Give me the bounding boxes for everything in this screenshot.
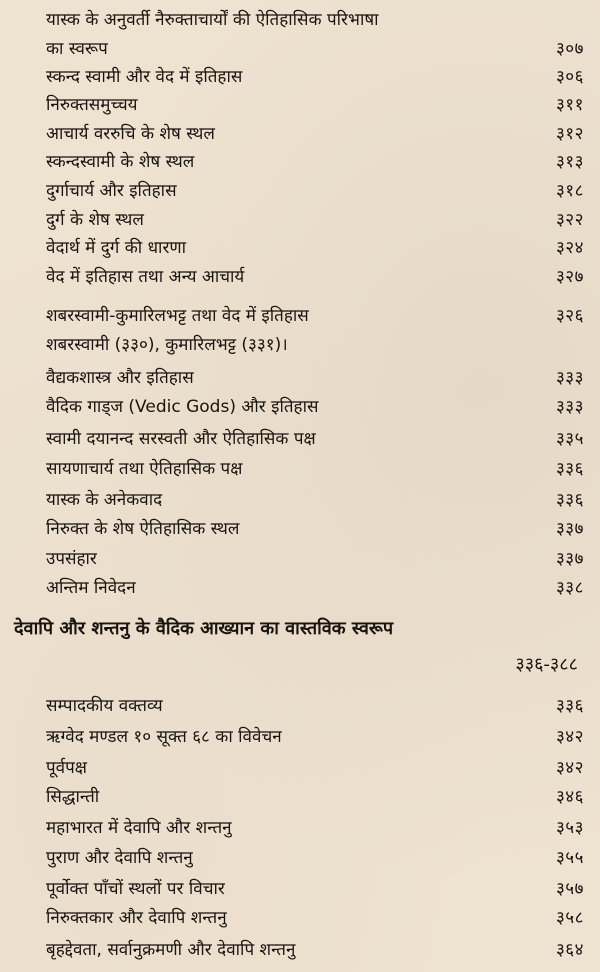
toc-entry-page: ३६४ <box>555 940 584 960</box>
toc-entry-page: ३४२ <box>555 758 584 778</box>
toc-entry-page: ३५३ <box>555 818 584 838</box>
toc-entry <box>0 364 600 392</box>
toc-entry-title: ऋग्वेद मण्डल १० सूक्त ६८ का विवेचन <box>46 727 282 747</box>
toc-entry-page: ३०६ <box>555 67 584 87</box>
toc-entry <box>0 331 600 359</box>
toc-entry <box>0 754 600 782</box>
toc-entry <box>0 6 600 34</box>
toc-entry-page: ३०७ <box>555 39 584 59</box>
toc-entry <box>0 148 600 176</box>
toc-entry <box>0 455 600 483</box>
toc-entry-page: ३३३ <box>555 397 584 417</box>
toc-entry-page: ३२४ <box>555 238 584 258</box>
toc-entry-page: ३५८ <box>555 908 584 928</box>
toc-entry-page: ३११ <box>555 95 584 115</box>
toc-entry <box>0 91 600 119</box>
toc-entry-page: ३३६ <box>555 696 584 716</box>
toc-entry-title: वेद में इतिहास तथा अन्य आचार्य <box>46 267 245 287</box>
section-page-range: ३३६-३८८ <box>515 654 578 675</box>
toc-entry-title: स्कन्दस्वामी के शेष स्थल <box>46 152 195 172</box>
toc-entry-title: सम्पादकीय वक्तव्य <box>46 696 163 716</box>
toc-entry-page: ३२२ <box>555 210 584 230</box>
toc-entry-title: यास्क के अनेकवाद <box>46 490 163 510</box>
toc-entry <box>0 425 600 453</box>
toc-entry-title: यास्क के अनुवर्ती नैरुक्ताचार्यों की ऐतिहासिक परिभाषा <box>46 10 379 30</box>
toc-entry-title: सिद्धान्ती <box>46 787 100 807</box>
toc-entry <box>0 234 600 262</box>
toc-entry-page: ३३५ <box>555 429 584 449</box>
toc-entry-title: दुर्ग के शेष स्थल <box>46 210 144 230</box>
toc-entry-page: ३१८ <box>555 181 584 201</box>
toc-entry-page: ३५५ <box>555 848 584 868</box>
toc-entry <box>0 875 600 903</box>
toc-entry-title: अन्तिम निवेदन <box>46 578 136 598</box>
toc-entry-title: स्वामी दयानन्द सरस्वती और ऐतिहासिक पक्ष <box>46 429 316 449</box>
toc-entry-page: ३३६ <box>555 490 584 510</box>
toc-entry-title: सायणाचार्य तथा ऐतिहासिक पक्ष <box>46 459 243 479</box>
toc-entry-title: निरुक्तसमुच्चय <box>46 95 138 115</box>
toc-entry <box>0 904 600 932</box>
toc-entry-page: ३२७ <box>555 267 584 287</box>
toc-entry-page: ३३६ <box>555 459 584 479</box>
toc-entry <box>0 302 600 330</box>
toc-entry <box>0 177 600 205</box>
toc-entry-title: आचार्य वररुचि के शेष स्थल <box>46 124 215 144</box>
toc-entry <box>0 486 600 514</box>
toc-entry <box>0 574 600 602</box>
toc-entry <box>0 206 600 234</box>
toc-entry-title: का स्वरूप <box>46 39 108 59</box>
toc-entry <box>0 63 600 91</box>
toc-entry-title: शबरस्वामी-कुमारिलभट्ट तथा वेद में इतिहास <box>46 306 309 326</box>
toc-entry-page: ३२६ <box>555 306 584 326</box>
toc-entry <box>0 35 600 63</box>
toc-entry-page: ३४२ <box>555 727 584 747</box>
toc-entry-title: महाभारत में देवापि और शन्तनु <box>46 818 232 838</box>
toc-entry <box>0 936 600 964</box>
toc-entry-title: वेदार्थ में दुर्ग की धारणा <box>46 238 187 258</box>
toc-entry-page: ३३७ <box>555 549 584 569</box>
toc-entry-page: ३१२ <box>555 124 584 144</box>
toc-entry-page: ३१३ <box>555 152 584 172</box>
toc-entry-title: उपसंहार <box>46 549 97 569</box>
section-heading: देवापि और शन्तनु के वैदिक आख्यान का वास्तविक स्वरूप <box>14 618 394 639</box>
toc-entry <box>0 692 600 720</box>
toc-entry <box>0 723 600 751</box>
toc-entry-page: ३३३ <box>555 368 584 388</box>
toc-entry-title: निरुक्त के शेष ऐतिहासिक स्थल <box>46 519 240 539</box>
toc-entry-title: निरुक्तकार और देवापि शन्तनु <box>46 908 227 928</box>
toc-entry <box>0 814 600 842</box>
toc-entry-title: पुराण और देवापि शन्तनु <box>46 848 193 868</box>
toc-entry-title: शबरस्वामी (३३०), कुमारिलभट्ट (३३१)। <box>46 335 288 355</box>
toc-entry-title: वैदिक गाड्ज (Vedic Gods) और इतिहास <box>46 397 319 417</box>
toc-entry <box>0 263 600 291</box>
toc-entry-page: ३३७ <box>555 519 584 539</box>
toc-entry <box>0 515 600 543</box>
toc-entry <box>0 844 600 872</box>
toc-entry <box>0 393 600 421</box>
toc-entry-title: पूर्वोक्त पाँचों स्थलों पर विचार <box>46 879 225 899</box>
toc-entry-page: ३५७ <box>555 879 584 899</box>
toc-entry-page: ३३८ <box>555 578 584 598</box>
toc-entry <box>0 120 600 148</box>
toc-entry <box>0 783 600 811</box>
toc-entry-title: बृहद्देवता, सर्वानुक्रमणी और देवापि शन्तनु <box>46 940 296 960</box>
toc-entry-title: दुर्गाचार्य और इतिहास <box>46 181 177 201</box>
toc-entry-title: वैद्यकशास्त्र और इतिहास <box>46 368 194 388</box>
toc-entry <box>0 545 600 573</box>
toc-entry-title: स्कन्द स्वामी और वेद में इतिहास <box>46 67 243 87</box>
toc-entry-title: पूर्वपक्ष <box>46 758 87 778</box>
toc-entry-page: ३४६ <box>555 787 584 807</box>
